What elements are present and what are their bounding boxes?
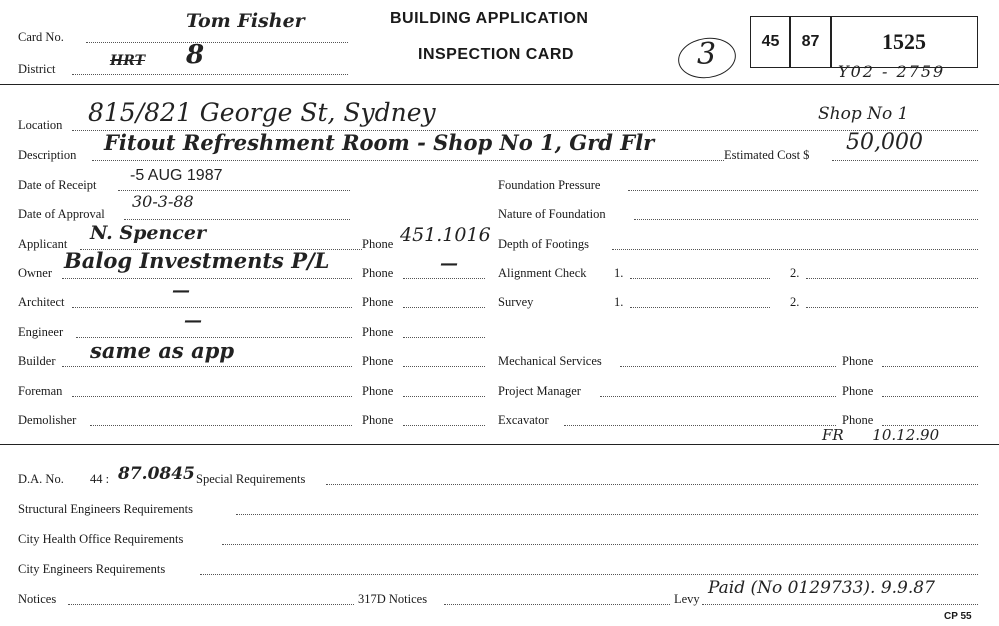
demolisher-phone-line	[403, 425, 485, 426]
project-manager-phone-label: Phone	[842, 384, 874, 398]
project-manager-label: Project Manager	[498, 384, 581, 398]
notices-317d-line	[444, 604, 670, 605]
demolisher-label: Demolisher	[18, 413, 77, 427]
architect-line	[72, 307, 352, 308]
city-health-label: City Health Office Requirements	[18, 532, 184, 546]
mechanical-line	[620, 366, 836, 367]
architect-phone-label: Phone	[362, 295, 394, 309]
da-no-value: 87.0845	[118, 464, 195, 484]
survey-1-line	[630, 307, 770, 308]
builder-line	[62, 366, 352, 367]
levy-value: Paid (No 0129733). 9.9.87	[708, 578, 935, 598]
date-approval-label: Date of Approval	[18, 207, 105, 221]
da-no-prefix: 44 :	[90, 472, 110, 486]
levy-line	[702, 604, 978, 605]
card-box-number	[830, 16, 978, 68]
location-value: 815/821 George St, Sydney	[88, 98, 436, 127]
card-box-number-value: 1525	[882, 29, 926, 54]
applicant-phone-label: Phone	[362, 237, 394, 251]
depth-footings-line	[612, 249, 978, 250]
engineer-label: Engineer	[18, 325, 64, 339]
survey-2-line	[806, 307, 978, 308]
builder-phone-label: Phone	[362, 354, 394, 368]
structural-line	[236, 514, 978, 515]
demolisher-phone-label: Phone	[362, 413, 394, 427]
builder-phone-line	[403, 366, 485, 367]
district-crossed: HRT	[110, 53, 146, 69]
alignment-check-label: Alignment Check	[498, 266, 587, 280]
district-value: 8	[186, 40, 205, 70]
survey-label: Survey	[498, 295, 534, 309]
alignment-check-2: 2.	[790, 266, 800, 280]
city-health-line	[222, 544, 978, 545]
special-requirements-label: Special Requirements	[196, 472, 306, 486]
nature-foundation-line	[634, 219, 978, 220]
demolisher-line	[90, 425, 352, 426]
mechanical-phone-line	[882, 366, 978, 367]
foreman-phone-line	[403, 396, 485, 397]
date-receipt-value: -5 AUG 1987	[130, 167, 223, 184]
alignment-check-2-line	[806, 278, 978, 279]
district-label: District	[18, 62, 56, 76]
header-divider	[0, 84, 999, 85]
title-line-2: INSPECTION CARD	[418, 46, 574, 63]
engineer-phone-line	[403, 337, 485, 338]
ref-below-box: Y02 - 2759	[838, 62, 946, 81]
owner-phone-value: —	[440, 253, 458, 274]
date-receipt-label: Date of Receipt	[18, 178, 97, 192]
special-requirements-line	[326, 484, 978, 485]
card-box-b	[789, 16, 832, 68]
engineer-phone-label: Phone	[362, 325, 394, 339]
nature-foundation-label: Nature of Foundation	[498, 207, 606, 221]
card-no-label: Card No.	[18, 30, 64, 44]
applicant-value: N. Spencer	[90, 222, 206, 244]
date-approval-value: 30-3-88	[132, 192, 194, 211]
card-box-a	[750, 16, 791, 68]
city-engineers-line	[200, 574, 978, 575]
description-value: Fitout Refreshment Room - Shop No 1, Grd Flr	[104, 130, 655, 155]
applicant-phone-value: 451.1016	[400, 224, 491, 246]
card-no-value: Tom Fisher	[186, 10, 305, 32]
estimated-cost-label: Estimated Cost $	[724, 148, 810, 162]
foundation-pressure-line	[628, 190, 978, 191]
alignment-check-1: 1.	[614, 266, 624, 280]
foreman-phone-label: Phone	[362, 384, 394, 398]
architect-value: —	[172, 280, 190, 301]
excavator-line	[564, 425, 836, 426]
card-no-line	[86, 42, 348, 43]
architect-label: Architect	[18, 295, 65, 309]
owner-phone-line	[403, 278, 485, 279]
applicant-label: Applicant	[18, 237, 68, 251]
owner-value: Balog Investments P/L	[64, 248, 330, 273]
excavator-label: Excavator	[498, 413, 549, 427]
depth-footings-label: Depth of Footings	[498, 237, 589, 251]
architect-phone-line	[403, 307, 485, 308]
notices-317d-label: 317D Notices	[358, 592, 428, 606]
foreman-line	[72, 396, 352, 397]
owner-line	[62, 278, 352, 279]
description-label: Description	[18, 148, 77, 162]
notices-line	[68, 604, 354, 605]
builder-label: Builder	[18, 354, 56, 368]
excavator-phone-label: Phone	[842, 413, 874, 427]
owner-label: Owner	[18, 266, 53, 280]
alignment-check-1-line	[630, 278, 770, 279]
card-box-a-value: 45	[761, 33, 780, 50]
city-engineers-label: City Engineers Requirements	[18, 562, 166, 576]
da-no-label: D.A. No.	[18, 472, 64, 486]
project-manager-line	[600, 396, 836, 397]
estimated-cost-value: 50,000	[846, 130, 923, 155]
foreman-label: Foreman	[18, 384, 63, 398]
survey-2: 2.	[790, 295, 800, 309]
form-code: CP 55	[944, 611, 972, 622]
mechanical-phone-label: Phone	[842, 354, 874, 368]
date-receipt-line	[118, 190, 350, 191]
notices-label: Notices	[18, 592, 57, 606]
district-line	[72, 74, 348, 75]
project-manager-phone-line	[882, 396, 978, 397]
survey-1: 1.	[614, 295, 624, 309]
owner-phone-label: Phone	[362, 266, 394, 280]
fr-note: FR 10.12.90	[822, 426, 940, 444]
structural-label: Structural Engineers Requirements	[18, 502, 193, 516]
mechanical-label: Mechanical Services	[498, 354, 602, 368]
estimated-cost-line	[832, 160, 978, 161]
title-line-1: BUILDING APPLICATION	[390, 10, 589, 27]
circled-number: 3	[697, 37, 717, 72]
description-line	[92, 160, 724, 161]
card-box-b-value: 87	[801, 33, 820, 50]
builder-value: same as app	[90, 338, 235, 363]
date-approval-line	[124, 219, 350, 220]
location-note: Shop No 1	[818, 104, 909, 124]
location-label: Location	[18, 118, 63, 132]
engineer-value: —	[184, 310, 202, 331]
levy-label: Levy	[674, 592, 700, 606]
foundation-pressure-label: Foundation Pressure	[498, 178, 601, 192]
details-divider	[0, 444, 999, 445]
